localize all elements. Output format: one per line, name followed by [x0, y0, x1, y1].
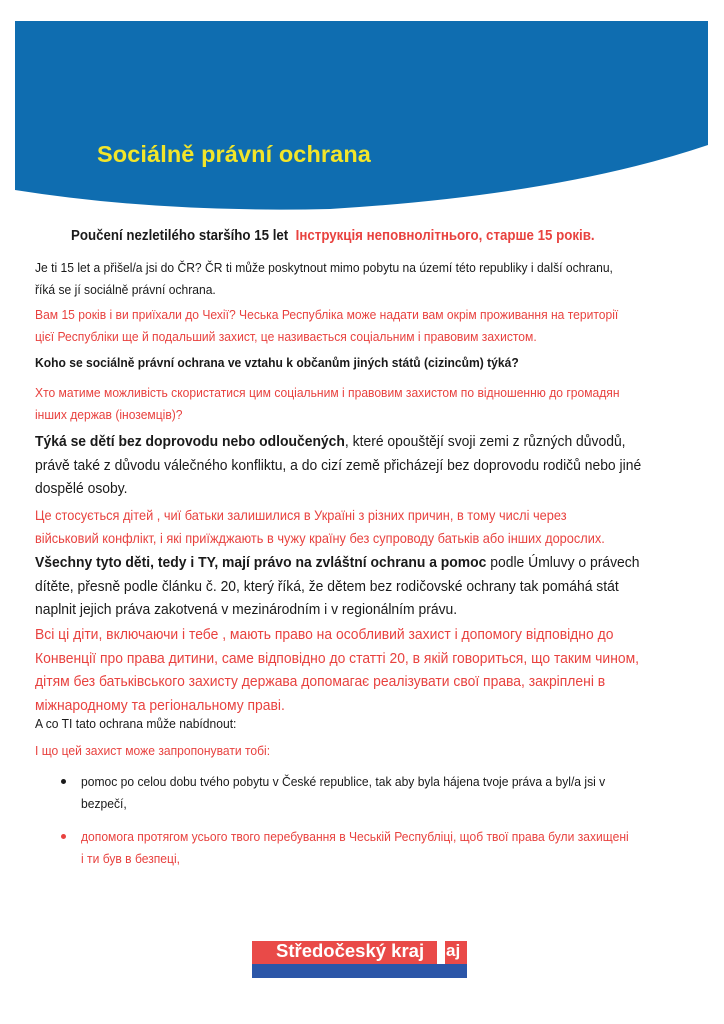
list-item: [81, 826, 658, 870]
paragraph-eligibility-cz: [35, 431, 693, 502]
text-line: допомога протягом усього твого перебування в Чеській Республіці, щоб твої права були захищені: [81, 829, 629, 844]
list-item: [81, 771, 658, 815]
paragraph-eligibility-uk: [35, 505, 693, 550]
emphasis: Všechny tyto děti, tedy i TY, mají právo na zvláštní ochranu a pomoc: [35, 555, 487, 571]
logo-text: Středočeský kraj: [276, 940, 425, 961]
page-title: Sociálně právní ochrana: [97, 141, 371, 167]
bullet-icon: [61, 779, 69, 787]
text-line: [35, 552, 693, 576]
logo-blue-band: [252, 964, 467, 978]
heading-cz: Poučení nezletilého staršího 15 let: [71, 228, 289, 244]
text-line: цієї Республіки ще й подальший захист, це називається соціальним і правовим захистом.: [35, 329, 537, 344]
paragraph-intro-uk: [35, 304, 695, 348]
header-banner: [0, 0, 724, 215]
text-line: právě také z důvodu válečného konfliktu, a do cizí země přicházejí bez doprovodu rodičů nebo jiné: [35, 457, 642, 474]
text-line: bezpečí,: [81, 796, 127, 811]
text-line: [35, 431, 693, 455]
offer-intro-cz: A co TI tato ochrana může nabídnout:: [35, 716, 237, 731]
text-line: військовий конфлікт, і які приїжджають в чужу країну без супроводу батьків або інших дорослих.: [35, 530, 605, 546]
text-line: і ти був в безпеці,: [81, 851, 181, 866]
text-line: Всі ці діти, включаючи і тебе , мають право на особливий захист і допомогу відповідно до: [35, 627, 614, 643]
text-line: міжнародному та регіональному праві.: [35, 697, 285, 714]
emphasis: Týká se dětí bez doprovodu nebo odloučených: [35, 434, 345, 450]
logo-fragment: aj: [446, 941, 461, 960]
text-line: Хто матиме можливість скористатися цим соціальним і правовим захистом по відношенню до громадян: [35, 385, 620, 400]
text-span: , které opouštějí svoji zemi z různých důvodů,: [344, 434, 626, 450]
text-line: naplnit jejich práva zakotvená v mezinárodním i v regionálním právu.: [35, 602, 458, 618]
text-line: Вам 15 років і ви приїхали до Чехії? Чеська Республіка може надати вам окрім проживання на території: [35, 307, 619, 322]
question-uk: [35, 382, 695, 426]
text-line: Конвенції про права дитини, саме відповідно до статті 20, в якій говориться, що таким чином,: [35, 650, 640, 667]
offer-intro-uk: І що цей захист може запропонувати тобі:: [35, 743, 271, 758]
bullet-icon: [61, 834, 69, 842]
text-line: pomoc po celou dobu tvého pobytu v České republice, tak aby byla hájena tvoje práva a byl/a jsi v: [81, 774, 606, 789]
paragraph-rights-uk: [35, 624, 693, 718]
logo-gap: [437, 941, 445, 964]
text-line: Це стосується дітей , чиї батьки залишилися в Україні з різних причин, в тому числі через: [35, 508, 567, 523]
banner-shape: [0, 0, 724, 215]
footer-logo: [252, 941, 467, 978]
text-line: інших держав (іноземців)?: [35, 407, 183, 422]
paragraph-rights-cz: [35, 552, 693, 623]
text-span: podle Úmluvy o právech: [486, 555, 640, 571]
heading-uk: Інструкція неповнолітнього, старше 15 років.: [295, 228, 595, 244]
text-line: dítěte, přesně podle článku č. 20, který říká, že dětem bez rodičovské ochrany tak pomáhá stát: [35, 578, 619, 595]
text-line: říká se jí sociálně právní ochrana.: [35, 282, 216, 297]
text-line: dospělé osoby.: [35, 481, 128, 497]
document-heading: [71, 228, 595, 244]
question-cz: Koho se sociálně právní ochrana ve vztahu k občanům jiných států (cizincům) týká?: [35, 355, 519, 370]
text-line: дітям без батьківського захисту держава допомагає реалізувати свої права, закріплені в: [35, 674, 606, 690]
text-line: Je ti 15 let a přišel/a jsi do ČR? ČR ti může poskytnout mimo pobytu na území této republiky i další ochranu,: [35, 260, 613, 275]
paragraph-intro-cz: [35, 257, 695, 301]
